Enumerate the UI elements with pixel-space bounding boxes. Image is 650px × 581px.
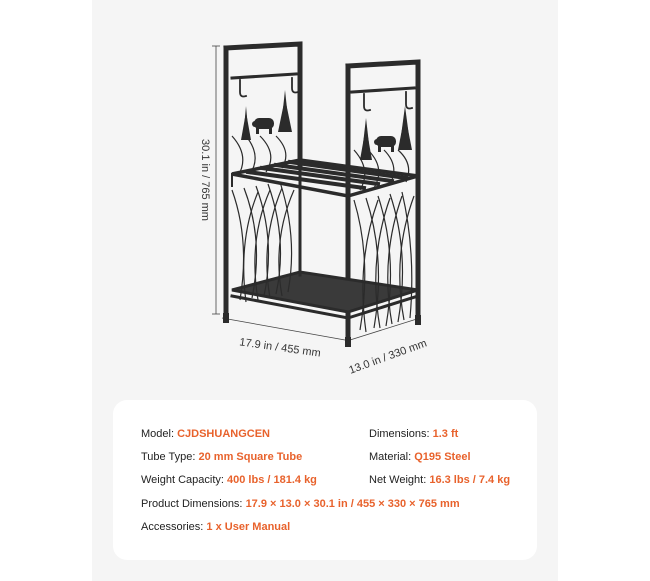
- spec-model-label: Model:: [141, 428, 175, 440]
- spec-accessories: [141, 521, 290, 533]
- spec-net-weight-value: 16.3 lbs / 7.4 kg: [429, 474, 511, 486]
- spec-product-dimensions: [141, 498, 460, 510]
- spec-product-dimensions-value: 17.9 × 13.0 × 30.1 in / 455 × 330 × 765 mm: [245, 498, 460, 510]
- height-dimension-label: 30.1 in / 765 mm: [199, 139, 211, 221]
- spec-material-value: Q195 Steel: [414, 451, 471, 463]
- spec-dimensions: [369, 428, 458, 440]
- depth-dimension-label: 13.0 in / 330 mm: [347, 337, 429, 377]
- spec-tube-type-label: Tube Type:: [141, 451, 196, 463]
- spec-material: [369, 451, 471, 463]
- spec-material-label: Material:: [369, 451, 412, 463]
- spec-model-value: CJDSHUANGCEN: [177, 428, 270, 440]
- spec-weight-capacity-label: Weight Capacity:: [141, 474, 224, 486]
- specifications-card: [113, 400, 537, 560]
- spec-accessories-value: 1 x User Manual: [206, 521, 291, 533]
- bear-tree-emblem: [241, 90, 412, 160]
- spec-dimensions-label: Dimensions:: [369, 428, 430, 440]
- spec-dimensions-value: 1.3 ft: [432, 428, 459, 440]
- spec-net-weight: [369, 474, 510, 486]
- width-dimension-label: 17.9 in / 455 mm: [238, 336, 322, 360]
- spec-net-weight-label: Net Weight:: [369, 474, 427, 486]
- spec-accessories-label: Accessories:: [141, 521, 204, 533]
- spec-product-dimensions-label: Product Dimensions:: [141, 498, 243, 510]
- spec-weight-capacity: [141, 474, 317, 486]
- spec-tube-type-value: 20 mm Square Tube: [198, 451, 303, 463]
- spec-weight-capacity-value: 400 lbs / 181.4 kg: [227, 474, 317, 486]
- spec-tube-type: [141, 451, 302, 463]
- spec-model: [141, 428, 270, 440]
